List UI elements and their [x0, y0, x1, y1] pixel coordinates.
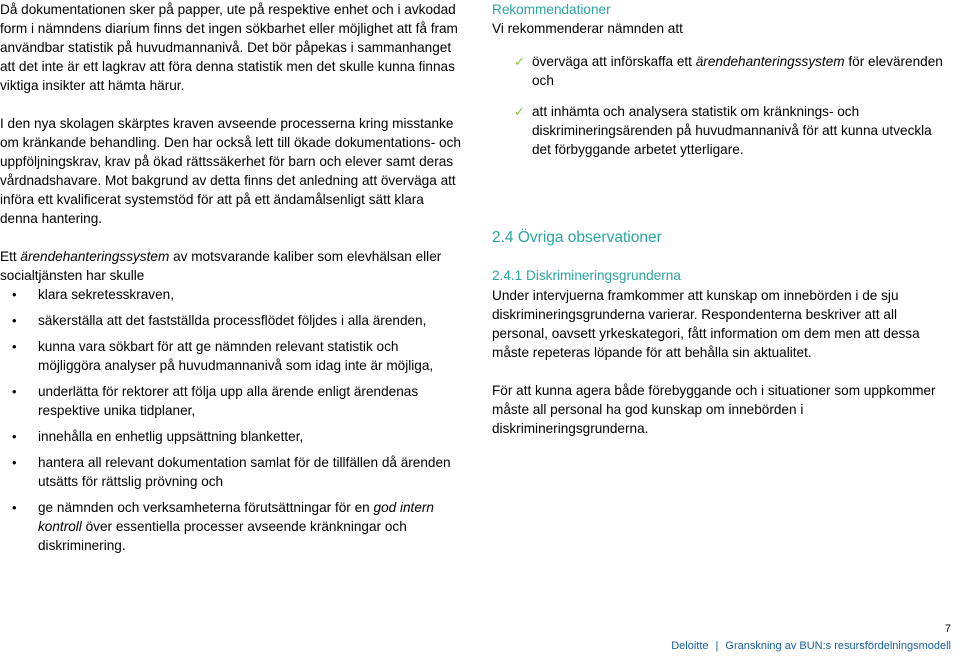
bullet-icon: • — [12, 339, 17, 354]
requirements-list — [0, 285, 462, 555]
list-item: • kunna vara sökbart för att ge nämnden relevant statistik och möjliggöra analyser på huvudmannanivå som idag inte är möjliga, — [12, 339, 434, 373]
bullet-icon: • — [12, 313, 17, 328]
bullet-icon: • — [12, 500, 17, 515]
list-item: • underlätta för rektorer att följa upp alla ärende enligt ärendenas respektive unika tidplaner, — [12, 384, 419, 418]
section-heading: 2.4 Övriga observationer — [492, 229, 662, 246]
page-number: 7 — [944, 623, 951, 635]
bullet-icon: • — [12, 455, 17, 470]
footer-separator: | — [715, 640, 719, 652]
paragraph-case-system: Ett ärendehanteringssystem av motsvarande kaliber som elevhälsan eller socialtjänsten har skulle — [0, 249, 442, 283]
check-icon: ✓ — [514, 104, 525, 119]
bullet-icon: • — [12, 287, 17, 302]
footer-document-title: Granskning av BUN:s resursfördelningsmodell — [725, 640, 951, 652]
list-item: • ge nämnden och verksamheterna förutsättningar för en god intern kontroll över essentiella processer avseende kränkningar och diskriminering. — [12, 500, 434, 553]
right-column — [492, 0, 952, 438]
check-icon: ✓ — [514, 54, 525, 69]
paragraph-knowledge: För att kunna agera både förebyggande och i situationer som uppkommer måste all personal ha god kunskap om innebörden i diskrimineringsgrunderna. — [492, 383, 936, 436]
footer-company: Deloitte — [671, 640, 709, 652]
paragraph-school-law: I den nya skolagen skärptes kraven avseende processerna kring misstanke om kränkande behandling. Den har också lett till ökade dokumentations- och uppföljningskrav, krav på ökad rättssäkerhet för barn och elever samt deras vårdnadshavare. Mot bakgrund av detta finns det anledning att överväga att införa ett kvalificerat systemstöd för att på ett ändamålsenligt sätt klara denna hantering. — [0, 116, 461, 226]
left-column — [0, 0, 462, 555]
list-item: • hantera all relevant dokumentation samlat för de tillfällen då ärenden utsätts för rättslig prövning och — [12, 455, 451, 489]
recommendations-intro: Vi rekommenderar nämnden att — [492, 21, 683, 36]
page-footer — [671, 640, 951, 652]
recommendations-list — [492, 52, 952, 159]
list-item: • klara sekretesskraven, — [12, 287, 174, 302]
paragraph-documentation: Då dokumentationen sker på papper, ute på respektive enhet och i avkodad form i nämndens diarium finns det ingen sökbarhet eller möjlighet att få fram användbar statistik på huvudmannanivå. Det bör påpekas i sammanhanget att det inte är ett lagkrav att föra denna statistik men det skulle kunna finnas viktiga insikter att hämta härur. — [0, 2, 458, 93]
bullet-icon: • — [12, 429, 17, 444]
list-item: ✓ överväga att införskaffa ett ärendehanteringssystem för elevärenden och — [514, 54, 943, 88]
recommendations-heading: Rekommendationer — [492, 2, 611, 17]
paragraph-interviews: Under intervjuerna framkommer att kunskap om innebörden i de sju diskrimineringsgrunderna varierar. Respondenterna beskriver att all personal, oavsett yrkeskategori, fått information om dem men att dessa måste repeteras löpande för att behålla sin aktualitet. — [492, 288, 920, 360]
list-item: • innehålla en enhetlig uppsättning blanketter, — [12, 429, 304, 444]
subsection-heading: 2.4.1 Diskrimineringsgrunderna — [492, 268, 681, 283]
list-item: • säkerställa att det fastställda processflödet följdes i alla ärenden, — [12, 313, 427, 328]
bullet-icon: • — [12, 384, 17, 399]
list-item: ✓ att inhämta och analysera statistik om kränknings- och diskrimineringsärenden på huvudmannanivå för att kunna utveckla det förbyggande arbetet ytterligare. — [514, 104, 932, 157]
